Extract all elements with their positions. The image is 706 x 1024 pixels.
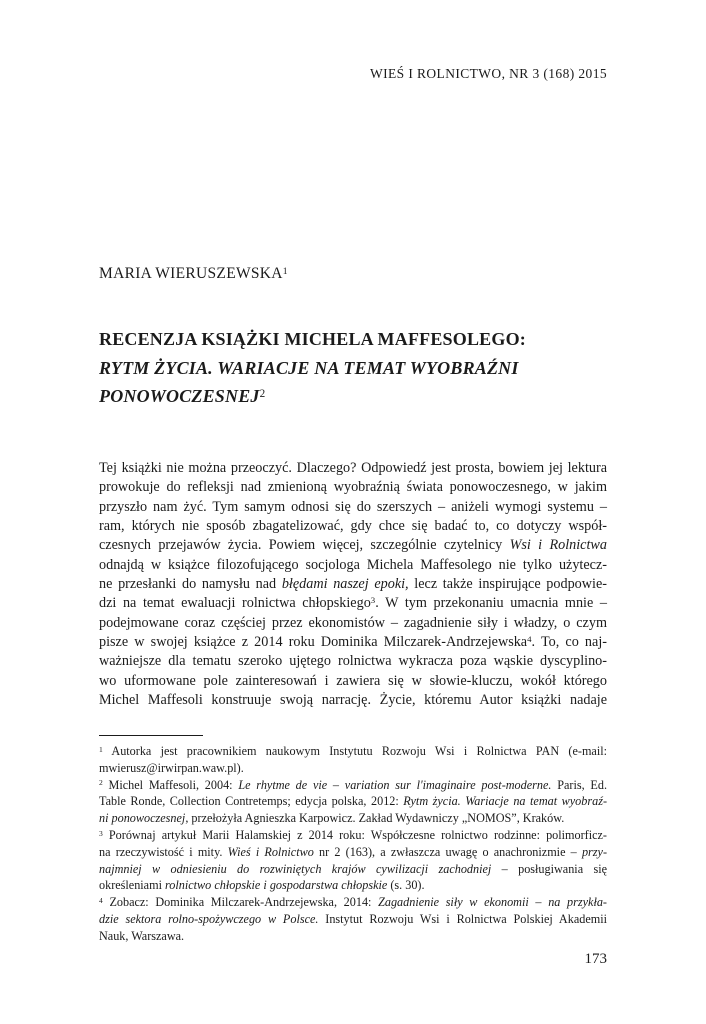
text-line — [99, 810, 607, 827]
text-segment: Table Ronde, Collection Contretemps; edycja polska, 2012: — [99, 794, 404, 809]
text-segment: pisze w swojej książce z 2014 roku Dominika Milczarek-Andrzejewska — [99, 634, 528, 651]
text-segment: . W tym przekonaniu umacnia mnie – — [375, 595, 608, 612]
text-line — [99, 459, 607, 478]
text-line — [99, 575, 607, 594]
text-line — [99, 894, 607, 911]
text-line — [99, 594, 607, 613]
text-segment: MARIA WIERUSZEWSKA — [99, 265, 283, 282]
text-segment: Autorka jest pracownikiem naukowym Instytutu Rozwoju Wsi i Rolnictwa PAN (e-mail: — [102, 744, 607, 758]
text-segment: błędami naszej epoki, — [281, 576, 409, 593]
text-line — [99, 633, 607, 652]
text-segment: RYTM ŻYCIA. WARIACJE NA TEMAT WYOBRAŹNI — [99, 357, 519, 378]
text-segment: czesnych przejawów życia. Powiem więcej, szczególnie czytelnicy — [99, 537, 510, 554]
text-line — [99, 760, 607, 777]
footnote-ref: 4 — [99, 895, 103, 905]
text-line — [99, 354, 607, 383]
text-segment: dzie sektora rolno-spożywczego w Polsce. — [99, 911, 319, 926]
footnote-ref: 1 — [99, 744, 103, 754]
text-line — [99, 556, 607, 575]
article-title — [99, 325, 607, 411]
body-paragraph — [99, 459, 607, 710]
page-number: 173 — [584, 951, 607, 967]
text-segment: Nauk, Warszawa. — [99, 928, 185, 943]
text-segment: nr 2 (163), a zwłaszcza uwagę o anachronizmie – — [313, 844, 582, 859]
text-segment: ni ponowoczesnej, — [99, 811, 189, 826]
text-line — [99, 743, 607, 760]
text-segment: ne przesłanki do namysłu nad — [99, 576, 282, 593]
text-segment: RECENZJA KSIĄŻKI MICHELA MAFFESOLEGO: — [99, 329, 526, 349]
text-segment: podejmowane coraz częściej przez ekonomistów – zagadnienie siły i władzy, o czym — [99, 614, 607, 631]
text-line — [99, 911, 607, 928]
footnote-ref: 2 — [99, 778, 103, 788]
text-line — [99, 614, 607, 633]
text-line — [99, 861, 607, 878]
text-line — [99, 517, 607, 536]
footnote-ref: 3 — [99, 828, 103, 838]
text-line — [99, 672, 607, 691]
footnotes-block — [99, 743, 607, 945]
text-segment: (s. 30). — [387, 878, 425, 893]
text-segment: Michel Maffesoli, 2004: — [102, 777, 239, 792]
text-line — [99, 325, 607, 354]
text-segment: najmniej w odniesieniu do rozwiniętych krajów cywilizacji zachodniej — [99, 861, 492, 876]
text-segment: przełożyła Agnieszka Karpowicz. Zakład Wydawniczy „NOMOS”, Kraków. — [188, 811, 565, 826]
text-line — [99, 382, 607, 411]
text-line — [99, 928, 607, 945]
text-segment: lecz także inspirujące podpowie- — [408, 576, 607, 593]
text-segment: Zobacz: Dominika Milczarek-Andrzejewska, 2014: — [102, 895, 379, 910]
text-line — [99, 793, 607, 810]
text-segment: Tej książki nie można przeoczyć. Dlaczego? Odpowiedź jest prosta, bowiem jej lektura — [99, 460, 607, 476]
text-line — [99, 877, 607, 894]
author-line — [99, 265, 607, 283]
text-line — [99, 536, 607, 555]
text-line — [99, 777, 607, 794]
text-line — [99, 265, 607, 283]
text-segment: ram, których nie sposób zbagatelizować, gdy chce się badać to, co dotyczy współ- — [99, 518, 607, 535]
text-line — [99, 498, 607, 517]
text-segment: dzi na temat ewaluacji rolnictwa chłopskiego — [99, 595, 371, 612]
text-segment: wo uformowane pole zainteresowań i zawiera się w słowie-kluczu, wokół którego — [99, 672, 607, 689]
footnote-ref: 1 — [282, 265, 288, 277]
text-line — [99, 478, 607, 497]
text-segment: przyszło nam żyć. Tym samym odnosi się do szerszych – aniżeli wymogi systemu – — [99, 498, 607, 515]
text-segment: Wsi i Rolnictwa — [509, 537, 607, 554]
text-segment: Rytm życia. Wariacje na temat wyobraź- — [403, 794, 607, 809]
footnote-ref: 4 — [527, 634, 532, 645]
journal-header: WIEŚ I ROLNICTWO, NR 3 (168) 2015 — [369, 66, 607, 81]
text-segment: na rzeczywistość i mity. — [99, 844, 228, 859]
text-segment: prowokuje do refleksji nad zmienioną wyobraźnią świata ponowoczesnego, w jakim — [99, 479, 607, 496]
text-segment: PONOWOCZESNEJ — [99, 386, 260, 406]
text-segment: ważniejsze dla tematu szeroko ujętego rolnictwa wykracza poza wąskie dyscyplino- — [99, 653, 607, 670]
text-line — [99, 844, 607, 861]
footnote-ref: 2 — [259, 387, 266, 400]
text-segment: Porównaj artykuł Marii Halamskiej z 2014 roku: Współczesne rolnictwo rodzinne: polimorficz- — [102, 827, 607, 842]
text-segment: odnajdą w książce filozofującego socjologa Michela Maffesolego nie tylko użytecz- — [99, 556, 607, 573]
text-line — [99, 652, 607, 671]
text-segment: Wieś i Rolnictwo — [227, 844, 314, 859]
text-line — [99, 827, 607, 844]
text-segment: Michel Maffesoli konstruuje swoją narrację. Życie, któremu Autor książki nadaje — [99, 692, 607, 709]
text-line — [99, 691, 607, 710]
text-segment: rolnictwo chłopskie i gospodarstwa chłopskie — [165, 878, 388, 893]
text-segment: – posługiwania się — [491, 861, 607, 876]
text-segment: . To, co naj- — [531, 634, 607, 651]
text-segment: Instytut Rozwoju Wsi i Rolnictwa Polskiej Akademii — [318, 911, 607, 926]
text-segment: Le rhytme de vie – variation sur l'imaginaire post-moderne. — [238, 777, 552, 792]
text-segment: Zagadnienie siły w ekonomii – na przykła- — [378, 895, 607, 910]
footnote-ref: 3 — [370, 595, 376, 606]
text-segment: Paris, Ed. — [551, 777, 607, 792]
footnote-separator — [99, 735, 203, 736]
text-segment: przy- — [581, 844, 608, 859]
text-segment: określeniami — [99, 878, 165, 893]
text-segment: mwierusz@irwirpan.waw.pl). — [99, 760, 244, 775]
